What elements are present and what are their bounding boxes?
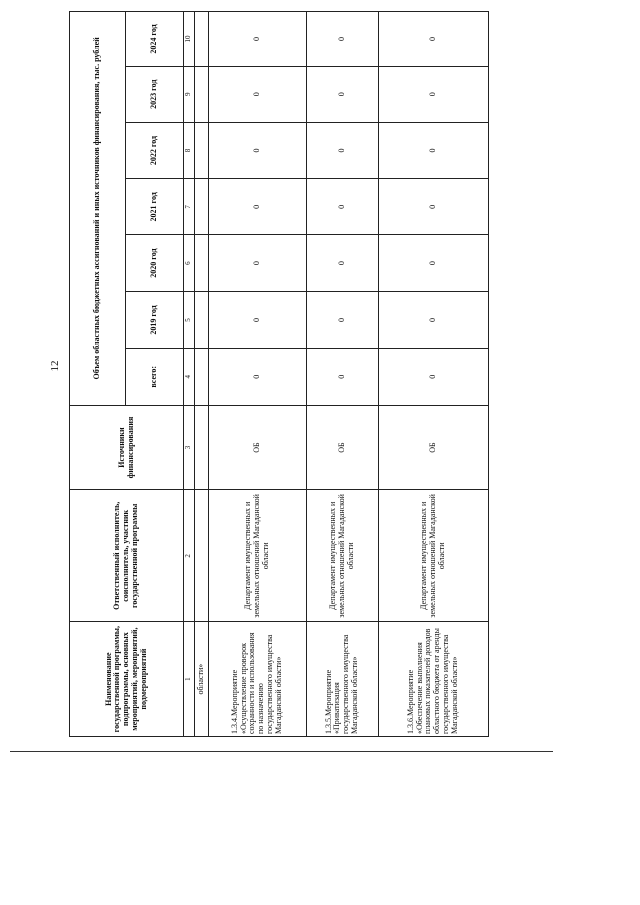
row-value-2022: 0: [378, 122, 488, 179]
rotated-table-container: [69, 11, 486, 737]
row-value-2024: 0: [306, 12, 378, 67]
header-funding-source: Источники финансирования: [70, 405, 184, 490]
table-row: [378, 12, 488, 737]
table-row: [194, 12, 208, 737]
table-row: [208, 12, 306, 737]
header-year-2019: 2019 год: [126, 292, 184, 349]
row-value-2021: 0: [208, 179, 306, 235]
row-value-2024: [194, 12, 208, 67]
row-value-2022: 0: [208, 122, 306, 179]
col-number: 5: [184, 292, 195, 349]
row-value-2021: 0: [306, 179, 378, 235]
row-value-2021: [194, 179, 208, 235]
header-year-2020: 2020 год: [126, 235, 184, 292]
col-number: 2: [184, 490, 195, 622]
col-number: 7: [184, 179, 195, 235]
row-executor: Департамент имущественных и земельных отношений Магаданской области: [378, 490, 488, 622]
row-value-2019: 0: [208, 292, 306, 349]
row-value-2023: [194, 66, 208, 122]
row-value-2024: 0: [378, 12, 488, 67]
col-number: 4: [184, 348, 195, 405]
col-number: 10: [184, 12, 195, 67]
row-value-2019: [194, 292, 208, 349]
table-row: [306, 12, 378, 737]
row-executor: [194, 490, 208, 622]
row-value-2019: 0: [306, 292, 378, 349]
header-budget-group: Объем областных бюджетных ассигнований и иных источников финансирования, тыс. рублей: [70, 12, 126, 406]
header-executor: Ответственный исполнитель, соисполнитель, участник государственной программы: [70, 490, 184, 622]
row-name: 1.3.6.Мероприятие «Обеспечение выполнения плановых показателей доходов областного бюджета от аренды государственного имущества Магаданской области»: [378, 622, 488, 737]
table-rotator: [69, 11, 486, 737]
row-value-2022: 0: [306, 122, 378, 179]
row-executor: Департамент имущественных и земельных отношений Магаданской области: [208, 490, 306, 622]
row-value-2023: 0: [306, 66, 378, 122]
row-value-2024: 0: [208, 12, 306, 67]
header-year-2023: 2023 год: [126, 66, 184, 122]
row-name: 1.3.4.Мероприятие «Осуществление проверок сохранности и использования по назначению государственного имущества Магаданской области»: [208, 622, 306, 737]
row-source: [194, 405, 208, 490]
row-value-2021: 0: [378, 179, 488, 235]
row-name: 1.3.5.Мероприятие «Приватизация государственного имущества Магаданской области»: [306, 622, 378, 737]
page-number: 12: [49, 360, 61, 372]
row-value-2023: 0: [208, 66, 306, 122]
row-executor: Департамент имущественных и земельных отношений Магаданской области: [306, 490, 378, 622]
bottom-rule: [10, 751, 553, 752]
row-source: ОБ: [208, 405, 306, 490]
row-value-2020: 0: [208, 235, 306, 292]
col-number: 3: [184, 405, 195, 490]
row-value-2019: 0: [378, 292, 488, 349]
row-value-2020: [194, 235, 208, 292]
header-program-name: Наименование государственной программы, подпрограммы, основных мероприятий, мероприятий, подмероприятий: [70, 622, 184, 737]
col-number: 9: [184, 66, 195, 122]
col-number: 8: [184, 122, 195, 179]
row-total: 0: [306, 348, 378, 405]
header-year-2021: 2021 год: [126, 179, 184, 235]
row-total: 0: [208, 348, 306, 405]
row-value-2020: 0: [306, 235, 378, 292]
row-total: [194, 348, 208, 405]
row-value-2020: 0: [378, 235, 488, 292]
row-source: ОБ: [306, 405, 378, 490]
row-name: области»: [194, 622, 208, 737]
row-value-2022: [194, 122, 208, 179]
col-number: 1: [184, 622, 195, 737]
row-source: ОБ: [378, 405, 488, 490]
header-total: всего:: [126, 348, 184, 405]
row-total: 0: [378, 348, 488, 405]
col-number: 6: [184, 235, 195, 292]
header-year-2024: 2024 год: [126, 12, 184, 67]
row-value-2023: 0: [378, 66, 488, 122]
header-year-2022: 2022 год: [126, 122, 184, 179]
budget-table: [69, 11, 489, 737]
